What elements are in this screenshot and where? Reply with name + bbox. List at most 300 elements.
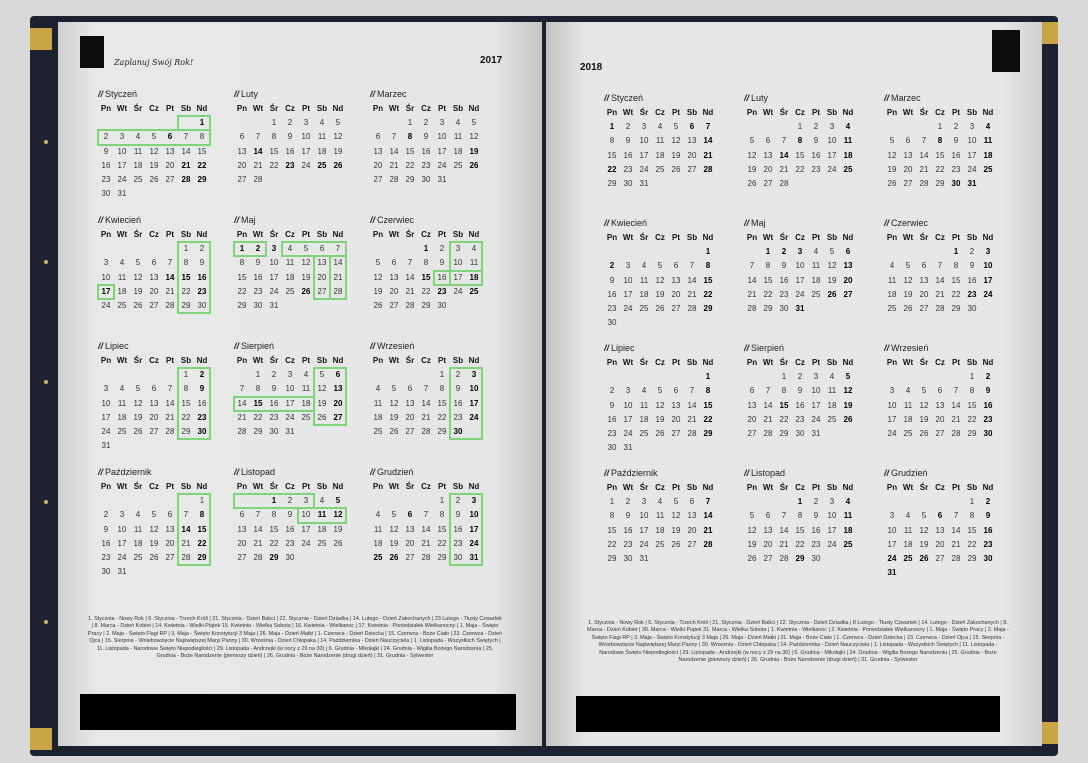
day-cell[interactable]: 19 [149,160,159,170]
day-cell[interactable]: 7 [921,136,927,146]
day-cell[interactable]: 23 [983,414,993,424]
day-cell[interactable]: 11 [285,258,295,268]
day-cell[interactable]: 27 [149,300,159,310]
day-cell[interactable]: 19 [301,272,311,282]
day-cell[interactable]: 7 [781,511,787,521]
day-cell[interactable]: 15 [951,275,961,285]
day-cell[interactable]: 2 [781,247,787,257]
day-cell[interactable]: 26 [919,428,929,438]
day-cell[interactable]: 5 [749,511,755,521]
day-cell[interactable]: 11 [117,272,127,282]
day-cell[interactable]: 21 [747,289,757,299]
day-cell[interactable]: 20 [165,538,175,548]
day-cell[interactable]: 6 [151,384,157,394]
day-cell[interactable]: 18 [639,414,649,424]
day-cell[interactable]: 5 [375,258,381,268]
day-cell[interactable]: 7 [167,258,173,268]
day-cell[interactable]: 3 [303,496,309,506]
day-cell[interactable]: 10 [811,386,821,396]
day-cell[interactable]: 4 [657,497,663,507]
day-cell[interactable]: 25 [317,538,327,548]
day-cell[interactable]: 20 [935,539,945,549]
day-cell[interactable]: 22 [437,412,447,422]
day-cell[interactable]: 14 [703,511,713,521]
day-cell[interactable]: 10 [827,511,837,521]
day-cell[interactable]: 1 [183,370,189,380]
day-cell[interactable]: 4 [135,510,141,520]
day-cell[interactable]: 6 [937,511,943,521]
day-cell[interactable]: 5 [921,386,927,396]
day-cell[interactable]: 23 [285,160,295,170]
day-cell[interactable]: 23 [101,552,111,562]
day-cell[interactable]: 2 [455,370,461,380]
day-cell[interactable]: 11 [655,511,665,521]
day-cell[interactable]: 1 [705,247,711,257]
day-cell[interactable]: 13 [687,511,697,521]
day-cell[interactable]: 21 [421,538,431,548]
day-cell[interactable]: 21 [405,286,415,296]
day-cell[interactable]: 19 [843,400,853,410]
day-cell[interactable]: 8 [781,386,787,396]
day-cell[interactable]: 5 [673,122,679,132]
day-cell[interactable]: 7 [765,386,771,396]
day-cell[interactable]: 30 [967,303,977,313]
day-cell[interactable]: 24 [623,303,633,313]
day-cell[interactable]: 31 [639,553,649,563]
day-cell[interactable]: 9 [609,400,615,410]
day-cell[interactable]: 22 [197,160,207,170]
day-cell[interactable]: 25 [301,412,311,422]
day-cell[interactable]: 27 [747,428,757,438]
day-cell[interactable]: 13 [165,524,175,534]
day-cell[interactable]: 25 [843,539,853,549]
day-cell[interactable]: 30 [811,553,821,563]
day-cell[interactable]: 15 [197,146,207,156]
day-cell[interactable]: 1 [199,118,205,128]
day-cell[interactable]: 12 [469,132,479,142]
day-cell[interactable]: 15 [795,150,805,160]
day-cell[interactable]: 7 [953,511,959,521]
day-cell[interactable]: 5 [391,384,397,394]
day-cell[interactable]: 28 [703,539,713,549]
day-cell[interactable]: 10 [285,384,295,394]
day-cell[interactable]: 23 [983,539,993,549]
day-cell[interactable]: 17 [117,538,127,548]
day-cell[interactable]: 8 [797,511,803,521]
day-cell[interactable]: 28 [919,178,929,188]
day-cell[interactable]: 19 [469,146,479,156]
day-cell[interactable]: 9 [255,258,261,268]
day-cell[interactable]: 15 [421,272,431,282]
day-cell[interactable]: 29 [421,300,431,310]
day-cell[interactable]: 3 [455,244,461,254]
day-cell[interactable]: 24 [301,160,311,170]
day-cell[interactable]: 1 [183,244,189,254]
day-cell[interactable]: 30 [779,303,789,313]
day-cell[interactable]: 8 [609,136,615,146]
day-cell[interactable]: 10 [827,136,837,146]
day-cell[interactable]: 21 [779,164,789,174]
day-cell[interactable]: 26 [133,300,143,310]
day-cell[interactable]: 3 [889,511,895,521]
day-cell[interactable]: 10 [983,261,993,271]
day-cell[interactable]: 16 [437,272,447,282]
day-cell[interactable]: 25 [903,428,913,438]
day-cell[interactable]: 1 [705,372,711,382]
day-cell[interactable]: 7 [183,132,189,142]
day-cell[interactable]: 22 [181,286,191,296]
day-cell[interactable]: 6 [407,384,413,394]
day-cell[interactable]: 16 [607,289,617,299]
day-cell[interactable]: 25 [317,160,327,170]
day-cell[interactable]: 18 [983,150,993,160]
day-cell[interactable]: 20 [919,289,929,299]
day-cell[interactable]: 27 [903,178,913,188]
day-cell[interactable]: 21 [421,412,431,422]
day-cell[interactable]: 14 [181,146,191,156]
day-cell[interactable]: 28 [165,300,175,310]
day-cell[interactable]: 29 [437,552,447,562]
day-cell[interactable]: 11 [903,525,913,535]
day-cell[interactable]: 21 [181,538,191,548]
day-cell[interactable]: 4 [889,261,895,271]
day-cell[interactable]: 18 [903,539,913,549]
day-cell[interactable]: 5 [673,497,679,507]
day-cell[interactable]: 18 [133,160,143,170]
day-cell[interactable]: 4 [813,247,819,257]
day-cell[interactable]: 21 [703,525,713,535]
day-cell[interactable]: 29 [197,552,207,562]
day-cell[interactable]: 20 [237,160,247,170]
day-cell[interactable]: 1 [271,118,277,128]
day-cell[interactable]: 14 [253,524,263,534]
day-cell[interactable]: 13 [333,384,343,394]
day-cell[interactable]: 30 [453,552,463,562]
day-cell[interactable]: 1 [797,122,803,132]
day-cell[interactable]: 20 [317,272,327,282]
day-cell[interactable]: 7 [705,497,711,507]
day-cell[interactable]: 17 [623,289,633,299]
day-cell[interactable]: 28 [951,553,961,563]
day-cell[interactable]: 20 [763,539,773,549]
day-cell[interactable]: 11 [453,132,463,142]
day-cell[interactable]: 9 [287,510,293,520]
day-cell[interactable]: 22 [181,412,191,422]
day-cell[interactable]: 4 [641,386,647,396]
day-cell[interactable]: 29 [703,428,713,438]
day-cell[interactable]: 5 [845,372,851,382]
day-cell[interactable]: 1 [765,247,771,257]
day-cell[interactable]: 10 [301,132,311,142]
day-cell[interactable]: 26 [317,412,327,422]
day-cell[interactable]: 31 [269,300,279,310]
day-cell[interactable]: 17 [623,414,633,424]
day-cell[interactable]: 6 [239,132,245,142]
day-cell[interactable]: 9 [439,258,445,268]
day-cell[interactable]: 20 [149,412,159,422]
day-cell[interactable]: 18 [317,146,327,156]
day-cell[interactable]: 21 [935,289,945,299]
day-cell[interactable]: 4 [135,132,141,142]
day-cell[interactable]: 22 [967,539,977,549]
day-cell[interactable]: 9 [985,511,991,521]
day-cell[interactable]: 30 [983,553,993,563]
day-cell[interactable]: 16 [811,525,821,535]
day-cell[interactable]: 9 [953,136,959,146]
day-cell[interactable]: 24 [269,286,279,296]
day-cell[interactable]: 17 [811,400,821,410]
day-cell[interactable]: 26 [333,160,343,170]
day-cell[interactable]: 8 [937,136,943,146]
day-cell[interactable]: 1 [969,497,975,507]
day-cell[interactable]: 3 [287,370,293,380]
day-cell[interactable]: 7 [705,122,711,132]
day-cell[interactable]: 19 [373,286,383,296]
day-cell[interactable]: 28 [405,300,415,310]
day-cell[interactable]: 6 [375,132,381,142]
day-cell[interactable]: 24 [639,539,649,549]
day-cell[interactable]: 17 [469,524,479,534]
day-cell[interactable]: 17 [469,398,479,408]
day-cell[interactable]: 22 [237,286,247,296]
day-cell[interactable]: 24 [983,289,993,299]
day-cell[interactable]: 9 [985,386,991,396]
day-cell[interactable]: 9 [103,146,109,156]
day-cell[interactable]: 8 [271,510,277,520]
day-cell[interactable]: 24 [437,160,447,170]
day-cell[interactable]: 15 [269,524,279,534]
day-cell[interactable]: 11 [133,524,143,534]
day-cell[interactable]: 12 [903,275,913,285]
day-cell[interactable]: 21 [951,414,961,424]
day-cell[interactable]: 1 [239,244,245,254]
day-cell[interactable]: 18 [317,524,327,534]
day-cell[interactable]: 4 [303,370,309,380]
day-cell[interactable]: 30 [607,318,617,328]
day-cell[interactable]: 14 [763,400,773,410]
day-cell[interactable]: 3 [271,244,277,254]
day-cell[interactable]: 18 [655,150,665,160]
day-cell[interactable]: 22 [437,538,447,548]
day-cell[interactable]: 28 [253,174,263,184]
day-cell[interactable]: 10 [301,510,311,520]
day-cell[interactable]: 4 [471,244,477,254]
day-cell[interactable]: 26 [149,174,159,184]
day-cell[interactable]: 28 [951,428,961,438]
day-cell[interactable]: 19 [671,150,681,160]
day-cell[interactable]: 24 [827,164,837,174]
day-cell[interactable]: 7 [167,384,173,394]
day-cell[interactable]: 8 [183,258,189,268]
day-cell[interactable]: 29 [253,426,263,436]
day-cell[interactable]: 2 [199,244,205,254]
day-cell[interactable]: 5 [151,132,157,142]
day-cell[interactable]: 27 [687,539,697,549]
day-cell[interactable]: 3 [625,386,631,396]
day-cell[interactable]: 15 [437,524,447,534]
day-cell[interactable]: 27 [935,428,945,438]
day-cell[interactable]: 23 [811,539,821,549]
day-cell[interactable]: 23 [811,164,821,174]
day-cell[interactable]: 5 [829,247,835,257]
day-cell[interactable]: 22 [269,538,279,548]
day-cell[interactable]: 30 [951,178,961,188]
day-cell[interactable]: 2 [271,370,277,380]
day-cell[interactable]: 20 [149,286,159,296]
day-cell[interactable]: 10 [887,525,897,535]
day-cell[interactable]: 11 [843,136,853,146]
day-cell[interactable]: 17 [453,272,463,282]
day-cell[interactable]: 19 [133,286,143,296]
day-cell[interactable]: 1 [609,497,615,507]
day-cell[interactable]: 16 [607,414,617,424]
day-cell[interactable]: 6 [921,261,927,271]
day-cell[interactable]: 16 [983,525,993,535]
day-cell[interactable]: 27 [237,552,247,562]
day-cell[interactable]: 2 [985,372,991,382]
day-cell[interactable]: 2 [199,370,205,380]
day-cell[interactable]: 15 [795,525,805,535]
day-cell[interactable]: 27 [237,174,247,184]
day-cell[interactable]: 31 [117,189,127,199]
day-cell[interactable]: 6 [765,511,771,521]
day-cell[interactable]: 16 [197,398,207,408]
day-cell[interactable]: 4 [319,118,325,128]
day-cell[interactable]: 23 [607,303,617,313]
day-cell[interactable]: 11 [903,400,913,410]
day-cell[interactable]: 19 [827,275,837,285]
day-cell[interactable]: 8 [199,510,205,520]
day-cell[interactable]: 28 [779,553,789,563]
day-cell[interactable]: 22 [197,538,207,548]
day-cell[interactable]: 16 [197,272,207,282]
day-cell[interactable]: 9 [813,136,819,146]
day-cell[interactable]: 4 [319,496,325,506]
day-cell[interactable]: 27 [165,552,175,562]
day-cell[interactable]: 28 [763,428,773,438]
day-cell[interactable]: 7 [255,132,261,142]
day-cell[interactable]: 4 [641,261,647,271]
day-cell[interactable]: 21 [687,289,697,299]
day-cell[interactable]: 11 [301,384,311,394]
day-cell[interactable]: 13 [747,400,757,410]
day-cell[interactable]: 10 [469,384,479,394]
day-cell[interactable]: 6 [239,510,245,520]
day-cell[interactable]: 10 [469,510,479,520]
day-cell[interactable]: 20 [935,414,945,424]
day-cell[interactable]: 20 [389,286,399,296]
day-cell[interactable]: 6 [673,261,679,271]
day-cell[interactable]: 5 [335,496,341,506]
day-cell[interactable]: 17 [285,398,295,408]
day-cell[interactable]: 8 [199,132,205,142]
day-cell[interactable]: 25 [373,426,383,436]
day-cell[interactable]: 18 [469,272,479,282]
day-cell[interactable]: 16 [983,400,993,410]
day-cell[interactable]: 28 [181,552,191,562]
day-cell[interactable]: 16 [269,398,279,408]
day-cell[interactable]: 13 [671,400,681,410]
day-cell[interactable]: 6 [151,258,157,268]
day-cell[interactable]: 10 [795,261,805,271]
day-cell[interactable]: 31 [795,303,805,313]
day-cell[interactable]: 8 [609,511,615,521]
day-cell[interactable]: 28 [935,303,945,313]
day-cell[interactable]: 3 [797,247,803,257]
day-cell[interactable]: 17 [101,286,111,296]
day-cell[interactable]: 15 [181,398,191,408]
day-cell[interactable]: 29 [763,303,773,313]
day-cell[interactable]: 20 [687,525,697,535]
day-cell[interactable]: 31 [117,567,127,577]
day-cell[interactable]: 26 [469,160,479,170]
day-cell[interactable]: 8 [765,261,771,271]
day-cell[interactable]: 28 [779,178,789,188]
day-cell[interactable]: 24 [101,426,111,436]
day-cell[interactable]: 10 [117,524,127,534]
day-cell[interactable]: 26 [373,300,383,310]
day-cell[interactable]: 5 [749,136,755,146]
day-cell[interactable]: 31 [639,178,649,188]
day-cell[interactable]: 30 [285,552,295,562]
day-cell[interactable]: 24 [285,412,295,422]
day-cell[interactable]: 29 [607,178,617,188]
day-cell[interactable]: 23 [269,412,279,422]
day-cell[interactable]: 29 [181,300,191,310]
day-cell[interactable]: 24 [811,414,821,424]
day-cell[interactable]: 6 [845,247,851,257]
day-cell[interactable]: 7 [335,244,341,254]
day-cell[interactable]: 25 [811,289,821,299]
day-cell[interactable]: 3 [641,122,647,132]
day-cell[interactable]: 23 [421,160,431,170]
day-cell[interactable]: 20 [405,538,415,548]
day-cell[interactable]: 6 [765,136,771,146]
day-cell[interactable]: 2 [625,497,631,507]
day-cell[interactable]: 18 [285,272,295,282]
day-cell[interactable]: 14 [779,150,789,160]
day-cell[interactable]: 25 [117,300,127,310]
day-cell[interactable]: 7 [391,132,397,142]
day-cell[interactable]: 8 [271,132,277,142]
day-cell[interactable]: 27 [687,164,697,174]
day-cell[interactable]: 31 [101,441,111,451]
day-cell[interactable]: 30 [623,178,633,188]
day-cell[interactable]: 31 [285,426,295,436]
day-cell[interactable]: 21 [237,412,247,422]
day-cell[interactable]: 28 [747,303,757,313]
day-cell[interactable]: 12 [887,150,897,160]
day-cell[interactable]: 10 [101,398,111,408]
day-cell[interactable]: 28 [703,164,713,174]
day-cell[interactable]: 8 [969,386,975,396]
day-cell[interactable]: 7 [239,384,245,394]
day-cell[interactable]: 24 [887,428,897,438]
day-cell[interactable]: 19 [919,414,929,424]
day-cell[interactable]: 6 [905,136,911,146]
day-cell[interactable]: 23 [253,286,263,296]
day-cell[interactable]: 20 [373,160,383,170]
day-cell[interactable]: 9 [781,261,787,271]
day-cell[interactable]: 9 [609,275,615,285]
day-cell[interactable]: 2 [813,122,819,132]
day-cell[interactable]: 19 [671,525,681,535]
day-cell[interactable]: 10 [453,258,463,268]
day-cell[interactable]: 7 [423,384,429,394]
day-cell[interactable]: 2 [255,244,261,254]
day-cell[interactable]: 18 [301,398,311,408]
day-cell[interactable]: 19 [317,398,327,408]
